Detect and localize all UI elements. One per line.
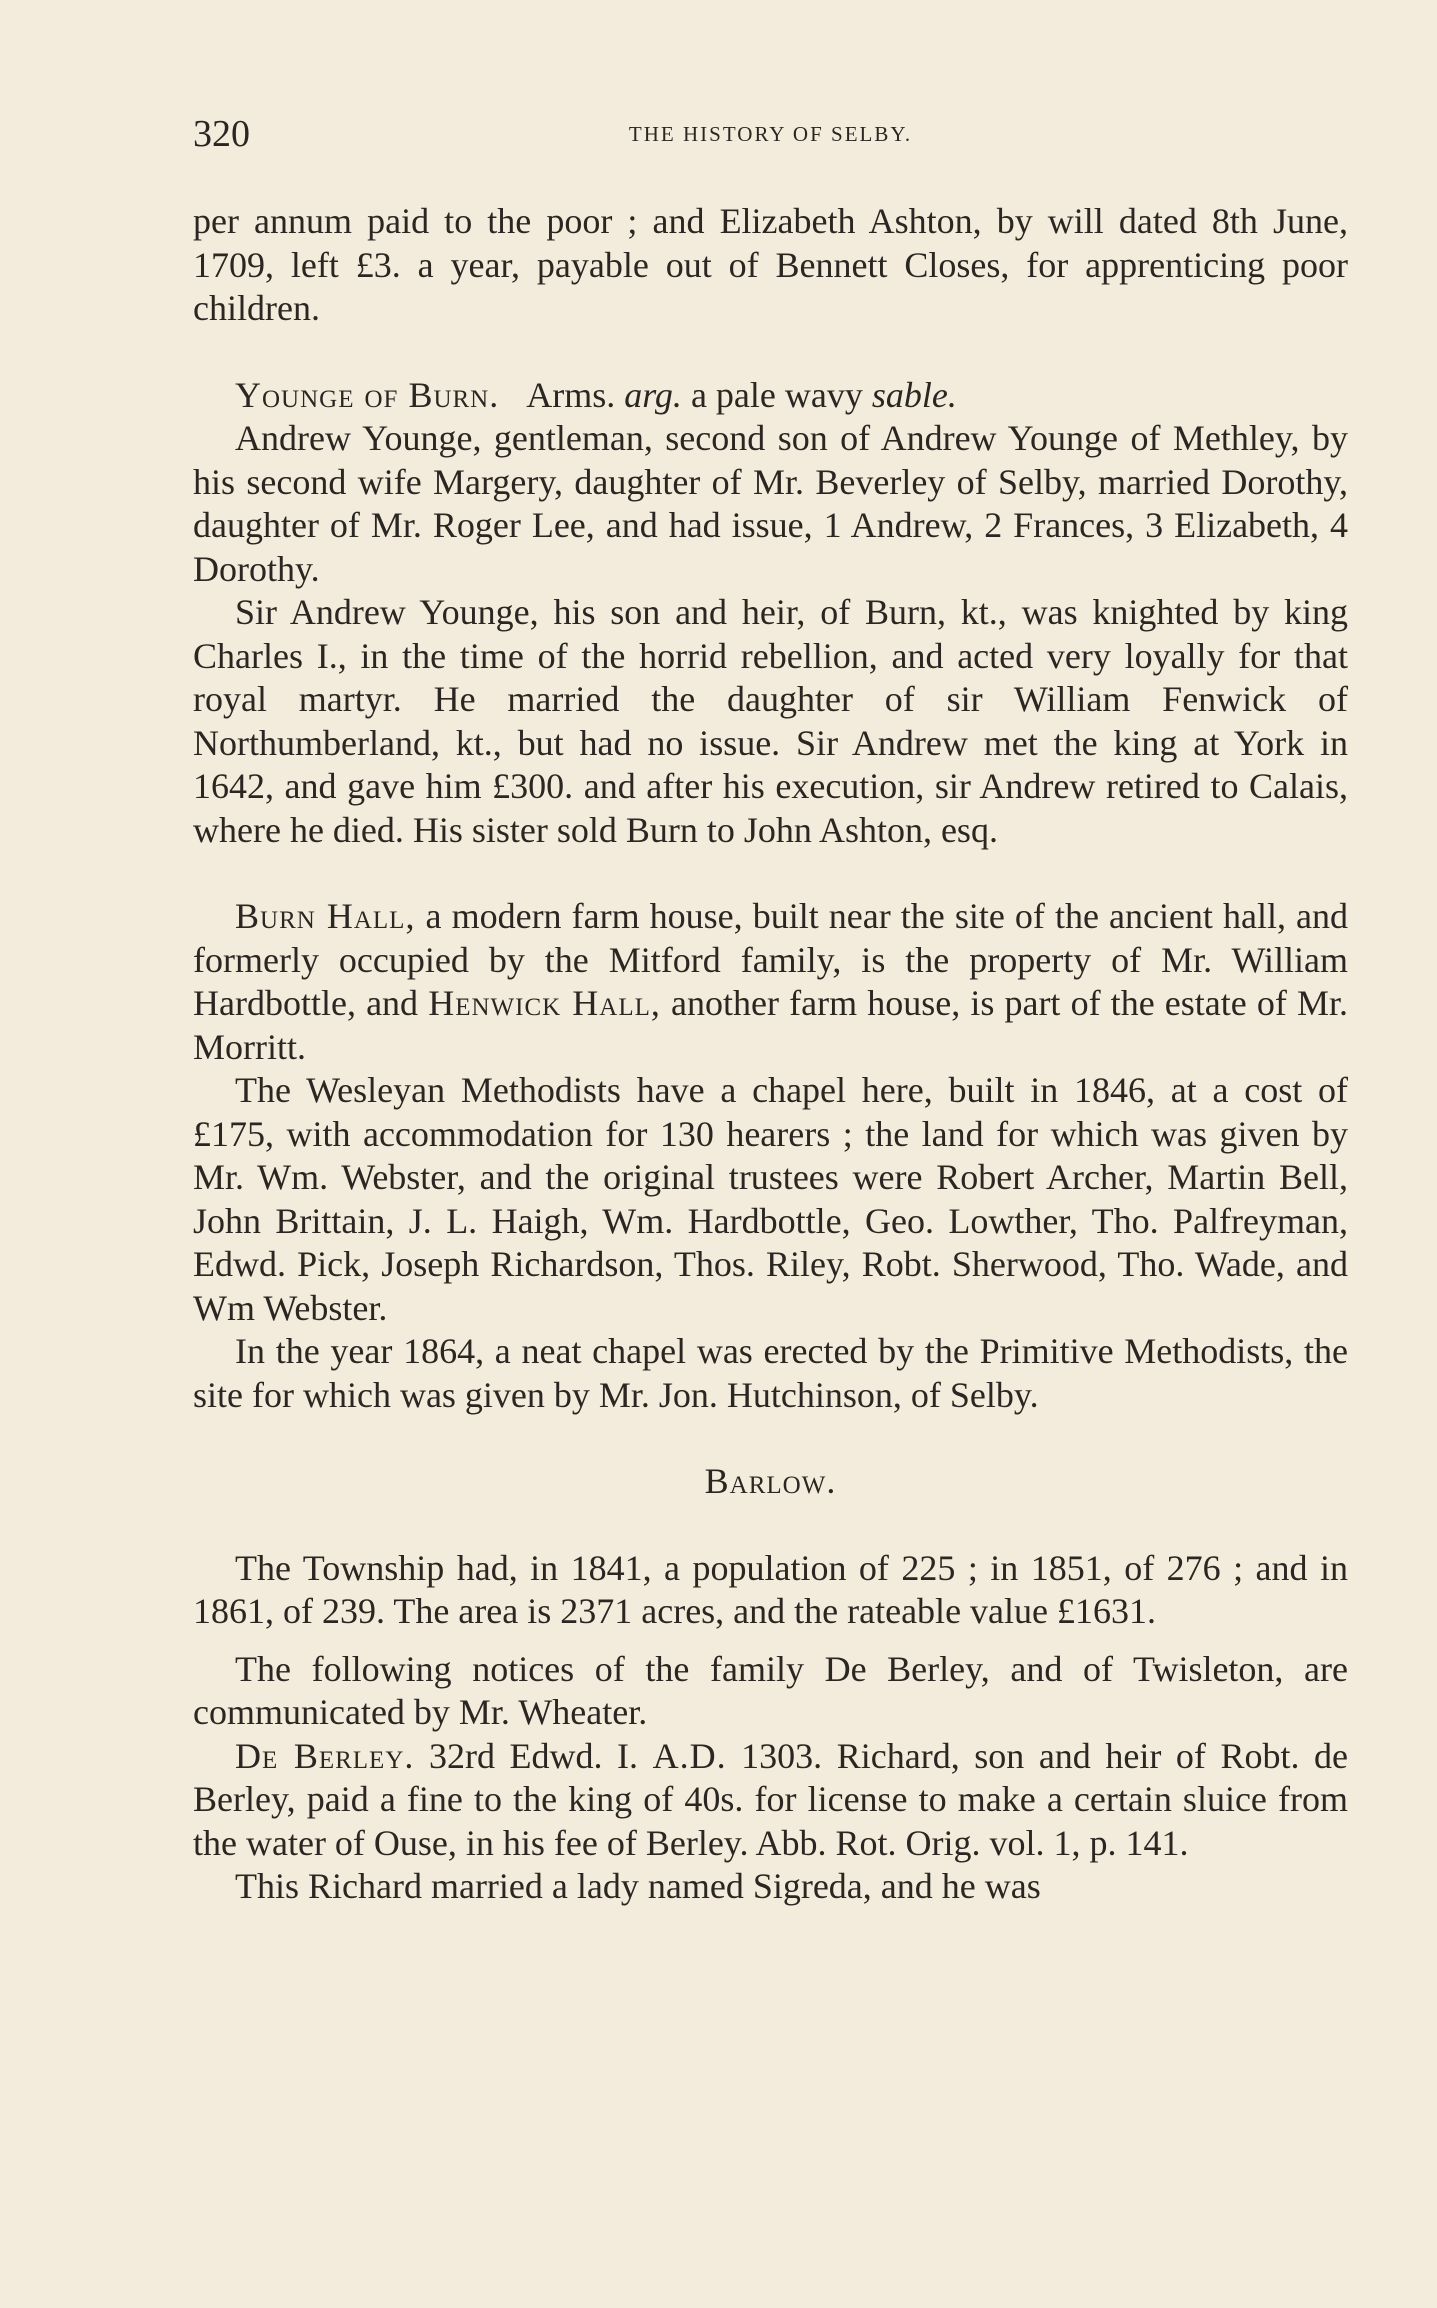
de-berley-title: De Berley. (235, 1735, 415, 1776)
younge-of-burn-heading (193, 374, 1348, 418)
paragraph-wesleyan-chapel: The Wesleyan Methodists have a chapel here, built in 1846, at a cost of £175, with accommodation for 130 hearers ; the land for which was given by Mr. Wm. Webster, and the original trustees were Robert Archer, Martin Bell, John Brittain, J. L. Haigh, Wm. Hardbottle, Geo. Lowther, Tho. Palfreyman, Edwd. Pick, Joseph Richardson, Thos. Riley, Robt. Sherwood, Tho. Wade, and Wm Webster. (193, 1070, 1348, 1328)
paragraph-de-berley (193, 1735, 1348, 1866)
arms-sable: sable. (871, 374, 957, 415)
paragraph-sir-andrew: Sir Andrew Younge, his son and heir, of Burn, kt., was knighted by king Charles I., in the time of the horrid rebellion, and acted very loyally for that royal martyr. He married the daughter of sir William Fenwick of Northumberland, kt., but had no issue. Sir Andrew met the king at York in 1642, and gave him £300. and after his execution, sir Andrew retired to Calais, where he died. His sister sold Burn to John Ashton, esq. (193, 592, 1348, 850)
paragraph-burn-hall (193, 895, 1348, 1069)
arms-argent: arg. (624, 374, 682, 415)
paragraph-wheater-notices: The following notices of the family De Berley, and of Twisleton, are communicated by Mr. Wheater. (193, 1648, 1348, 1732)
paragraph-barlow-population: The Township had, in 1841, a population of 225 ; in 1851, of 276 ; and in 1861, of 239. The area is 2371 acres, and the rateable value £1631. (193, 1547, 1348, 1631)
paragraph-poor-relief: per annum paid to the poor ; and Elizabeth Ashton, by will dated 8th June, 1709, left £3. a year, payable out of Bennett Closes, for apprenticing poor children. (193, 201, 1348, 328)
running-title: THE HISTORY OF SELBY. (628, 122, 913, 146)
paragraph-primitive-methodists: In the year 1864, a neat chapel was erected by the Primitive Methodists, the site for which was given by Mr. Jon. Hutchinson, of Selby. (193, 1331, 1348, 1415)
arms-label: Arms. (526, 374, 616, 415)
burn-hall-text: a modern farm house, built near the site of the ancient hall, and formerly occupied by the Mitford family, is the property of Mr. William Hardbottle, and (193, 896, 1349, 1023)
arms-description: a pale wavy (690, 374, 863, 415)
de-berley-date: 32rd Edwd. I. (428, 1735, 639, 1776)
spacer (193, 1634, 1348, 1648)
page-body (193, 200, 1348, 1909)
running-header (193, 112, 1348, 162)
henwick-hall-text: another farm house, is part of the estate of Mr. Morritt. (193, 983, 1349, 1067)
paragraph-andrew-younge: Andrew Younge, gentleman, second son of Andrew Younge of Methley, by his second wife Margery, daughter of Mr. Beverley of Selby, married Dorothy, daughter of Mr. Roger Lee, and had issue, 1 Andrew, 2 Frances, 3 Elizabeth, 4 Dorothy. (193, 418, 1348, 589)
younge-title: Younge of Burn. (235, 374, 500, 415)
henwick-hall-title: Henwick Hall, (428, 983, 661, 1023)
anno-domini: A.D. (652, 1735, 727, 1776)
paragraph-richard-sigreda: This Richard married a lady named Sigreda, and he was (235, 1866, 1041, 1906)
de-berley-text: 1303. Richard, son and heir of Robt. de Berley, paid a fine to the king of 40s. for license to make a certain sluice from the water of Ouse, in his fee of Berley. Abb. Rot. Orig. vol. 1, p. 141. (193, 1735, 1348, 1863)
burn-hall-title: Burn Hall, (235, 896, 416, 936)
spacer (193, 1504, 1348, 1547)
page-number: 320 (193, 113, 250, 155)
spacer (193, 852, 1348, 895)
spacer (193, 1417, 1348, 1460)
spacer (193, 331, 1348, 374)
barlow-heading: Barlow. (704, 1461, 837, 1501)
